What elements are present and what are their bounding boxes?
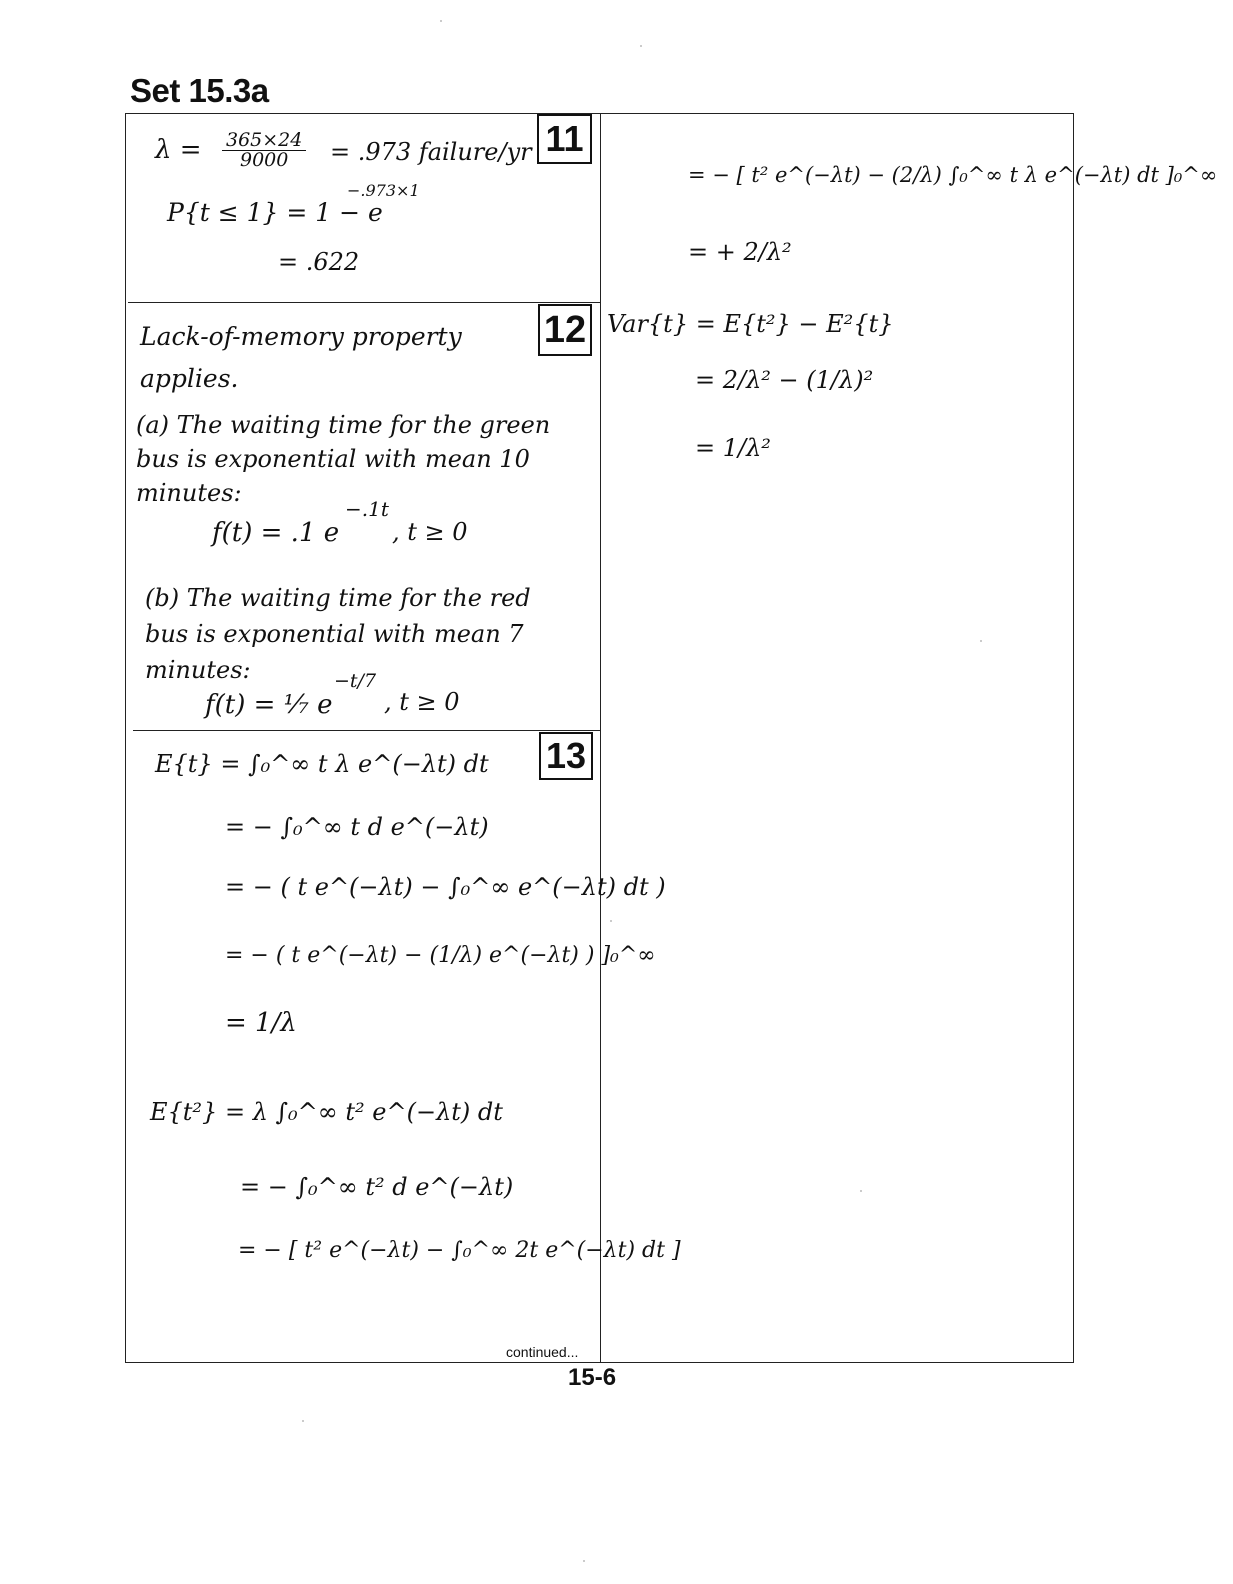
problem-number-11: 11 xyxy=(537,114,592,164)
p13-left-line-3: = − ( t e^(−λt) − ∫₀^∞ e^(−λt) dt ) xyxy=(225,873,666,901)
p13-left-line-1: E{t} = ∫₀^∞ t λ e^(−λt) dt xyxy=(155,750,489,778)
set-title: Set 15.3a xyxy=(130,72,269,109)
p11-lambda-fraction xyxy=(222,131,306,170)
p13-left-line-8: = − [ t² e^(−λt) − ∫₀^∞ 2t e^(−λt) dt ] xyxy=(238,1238,681,1263)
scan-speck xyxy=(302,1420,304,1422)
page-number: 15-6 xyxy=(568,1364,617,1391)
p11-lambda-lhs: λ = xyxy=(155,135,202,165)
p11-prob-exp: −.973×1 xyxy=(347,181,420,200)
p13-left-line-2: = − ∫₀^∞ t d e^(−λt) xyxy=(225,813,489,841)
p13-right-line-4: = 2/λ² − (1/λ)² xyxy=(695,366,874,394)
p12-part-b-formula: f(t) = ⅐ e xyxy=(205,690,333,720)
scan-speck xyxy=(640,45,642,47)
p12-part-b-cond: , t ≥ 0 xyxy=(384,688,460,716)
p13-left-line-5: = 1/λ xyxy=(225,1008,297,1038)
p12-part-a-exp: −.1t xyxy=(345,497,389,521)
column-divider xyxy=(600,113,601,1363)
p11-lambda-den: 9000 xyxy=(240,149,289,171)
continued-label: continued... xyxy=(506,1344,579,1360)
scan-speck xyxy=(610,920,612,922)
p12-part-b-text: (b) The waiting time for the red bus is exponential with mean 7 minutes: xyxy=(145,584,531,684)
p13-right-line-1: = − [ t² e^(−λt) − (2/λ) ∫₀^∞ t λ e^(−λt) dt ]₀^∞ xyxy=(688,163,1218,187)
divider-12-13 xyxy=(133,730,600,731)
p11-lambda-num: 365×24 xyxy=(222,131,306,151)
problem-number-12: 12 xyxy=(538,304,592,356)
p13-right-line-5: = 1/λ² xyxy=(695,434,771,462)
p12-part-a-cond: , t ≥ 0 xyxy=(392,518,468,546)
p13-left-line-4: = − ( t e^(−λt) − (1/λ) e^(−λt) ) ]₀^∞ xyxy=(225,943,656,968)
scan-speck xyxy=(440,20,442,22)
p13-left-line-7: = − ∫₀^∞ t² d e^(−λt) xyxy=(240,1173,514,1201)
p11-prob-result: = .622 xyxy=(278,248,360,276)
scan-speck xyxy=(860,1190,862,1192)
p13-right-line-3: Var{t} = E{t²} − E²{t} xyxy=(607,310,894,338)
p13-left-line-6: E{t²} = λ ∫₀^∞ t² e^(−λt) dt xyxy=(150,1098,503,1126)
divider-11-12 xyxy=(128,302,600,303)
problem-number-13: 13 xyxy=(539,732,593,780)
p13-right-line-2: = + 2/λ² xyxy=(688,238,792,266)
p12-part-a-formula: f(t) = .1 e xyxy=(212,518,340,548)
p11-prob-lhs: P{t ≤ 1} = 1 − e xyxy=(167,198,383,227)
scan-speck xyxy=(583,1560,585,1562)
p11-lambda-result: = .973 failure/yr xyxy=(330,138,532,166)
scan-speck xyxy=(980,640,982,642)
p12-part-b-exp: −t/7 xyxy=(334,670,377,692)
p12-intro: Lack-of-memory property applies. xyxy=(140,322,462,393)
p12-part-a-text: (a) The waiting time for the green bus is exponential with mean 10 minutes: xyxy=(136,411,551,507)
